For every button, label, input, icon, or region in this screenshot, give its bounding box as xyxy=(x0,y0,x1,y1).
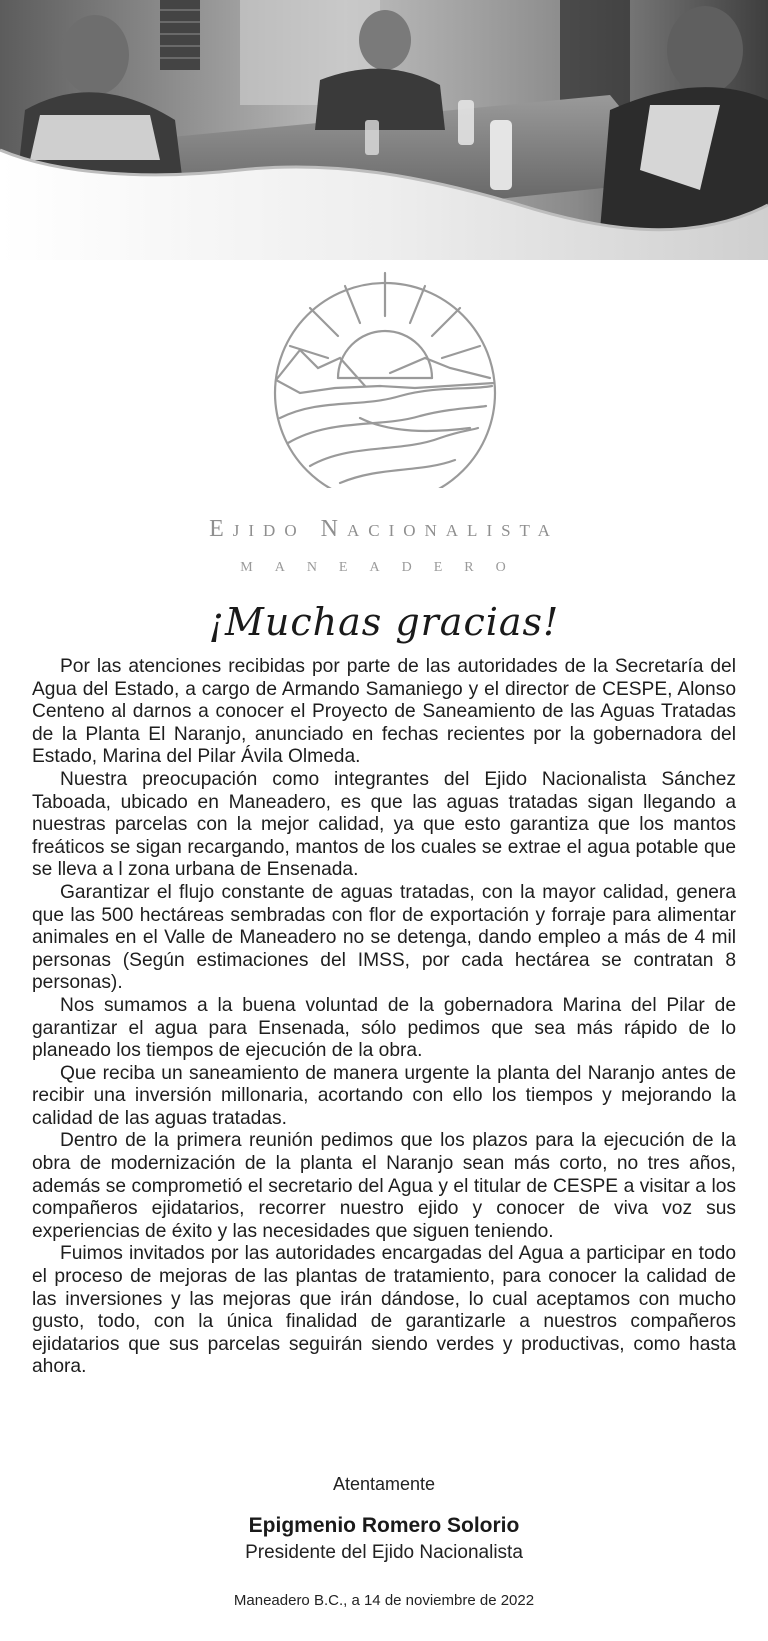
organization-subname: MANEADERO xyxy=(240,560,528,575)
letter-body xyxy=(32,656,736,1379)
paragraph: Fuimos invitados por las autoridades encargadas del Agua a participar en todo el proceso de mejoras de las plantas de tratamiento, para conocer la calidad de las inversiones y las mejoras que irán dándose, lo cual aceptamos con mucho gusto, todo, con la única finalidad de garantizarle a nuestros compañeros ejidatarios que sus parcelas seguirán siendo verdes y productivas, como hasta ahora. xyxy=(32,1243,736,1378)
meeting-photo xyxy=(0,0,768,260)
paragraph: Nos sumamos a la buena voluntad de la gobernadora Marina del Pilar de garantizar el agua para Ensenada, sólo pedimos que sea más rápido de lo planeado los tiempos de ejecución de la obra. xyxy=(32,994,736,1062)
place-date: Maneadero B.C., a 14 de noviembre de 2022 xyxy=(233,1592,535,1609)
ejido-logo xyxy=(240,268,530,488)
paragraph: Dentro de la primera reunión pedimos que los plazos para la ejecución de la obra de modernización de la planta el Naranjo sean más corto, no tres años, además se comprometió el secretario del Agua y el titular de CESPE a visitar a los compañeros ejidatarios, recorrer nuestro ejido y conocer de viva voz sus experiencias de éxito y las necesidades que siguen teniendo. xyxy=(32,1130,736,1242)
organization-name: Ejido Nacionalista xyxy=(209,516,559,542)
paragraph: Garantizar el flujo constante de aguas tratadas, con la mayor calidad, genera que las 500 hectáreas sembradas con flor de exportación y forraje para alimentar animales en el Valle de Maneadero no se detenga, dando empleo a más de 4 mil personas (Según estimaciones del IMSS, por cada hectárea se contratan 8 personas). xyxy=(32,881,736,994)
sun-mountains-fields-icon xyxy=(240,268,530,488)
signer-title: Presidente del Ejido Nacionalista xyxy=(245,1542,523,1563)
headline: ¡Muchas gracias! xyxy=(208,600,560,644)
signer-name: Epigmenio Romero Solorio xyxy=(248,1514,520,1537)
paragraph: Que reciba un saneamiento de manera urgente la planta del Naranjo antes de recibir una inversión millonaria, acortando con ello los tiempos y mejorando la calidad de las aguas tratadas. xyxy=(32,1062,736,1129)
paragraph: Nuestra preocupación como integrantes del Ejido Nacionalista Sánchez Taboada, ubicado en Maneadero, es que las aguas tratadas sigan llegando a nuestras parcelas con la mejor calidad, ya que esto garantiza que los mantos freáticos se sigan recargando, mantos de los cuales se extrae el agua potable que se lleva a l zona urbana de Ensenada. xyxy=(32,768,736,881)
closing: Atentamente xyxy=(332,1474,436,1494)
header-photo xyxy=(0,0,768,260)
paragraph: Por las atenciones recibidas por parte de las autoridades de la Secretaría del Agua del Estado, a cargo de Armando Samaniego y el director de CESPE, Alonso Centeno al darnos a conocer el Proyecto de Saneamiento de las Aguas Tratadas de la Planta El Naranjo, anunciado en fechas recientes por la gobernadora del Estado, Marina del Pilar Ávila Olmeda. xyxy=(32,656,736,768)
